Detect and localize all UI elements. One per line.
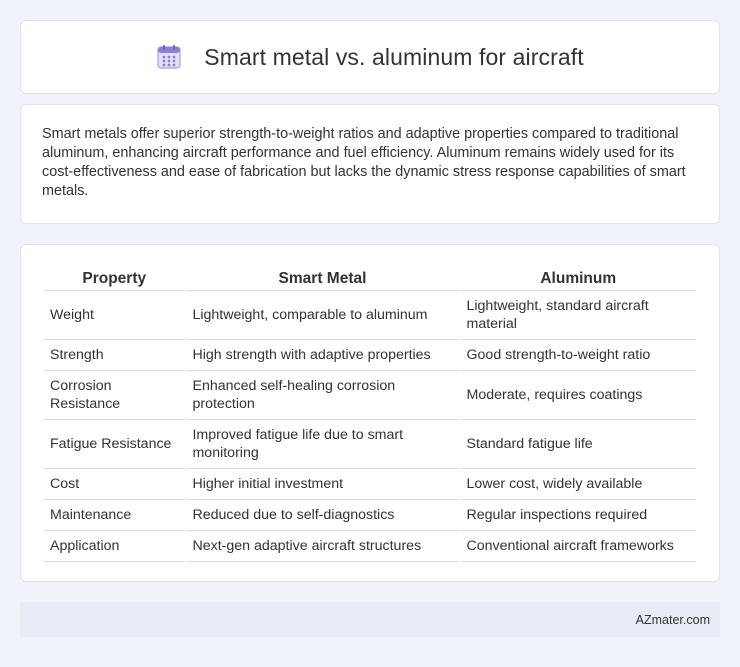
comparison-table: [42, 265, 698, 562]
footer: [20, 602, 720, 637]
cell-property: Weight: [44, 291, 184, 340]
calendar-icon: [156, 44, 182, 70]
summary-card: [20, 104, 720, 224]
cell-smart-metal: Reduced due to self-diagnostics: [186, 500, 458, 531]
cell-aluminum: Lightweight, standard aircraft material: [461, 291, 697, 340]
cell-aluminum: Conventional aircraft frameworks: [461, 531, 697, 562]
summary-text: Smart metals offer superior strength-to-weight ratios and adaptive properties compared to traditional aluminum, enhancing aircraft performance and fuel efficiency. Aluminum remains widely used for its cost-effectiveness and ease of fabrication but lacks the dynamic stress response capabilities of smart metals.: [42, 126, 686, 199]
cell-aluminum: Lower cost, widely available: [461, 469, 697, 500]
table-row: [44, 469, 696, 500]
cell-property: Strength: [44, 340, 184, 371]
header-property: Property: [44, 265, 184, 291]
cell-smart-metal: Lightweight, comparable to aluminum: [186, 291, 458, 340]
cell-aluminum: Moderate, requires coatings: [461, 371, 697, 420]
cell-smart-metal: Next-gen adaptive aircraft structures: [186, 531, 458, 562]
cell-smart-metal: Higher initial investment: [186, 469, 458, 500]
cell-smart-metal: Enhanced self-healing corrosion protection: [186, 371, 458, 420]
table-row: [44, 371, 696, 420]
table-row: [44, 420, 696, 469]
cell-property: Fatigue Resistance: [44, 420, 184, 469]
cell-property: Maintenance: [44, 500, 184, 531]
footer-site-name: AZmater.com: [635, 612, 710, 627]
table-row: [44, 340, 696, 371]
cell-property: Cost: [44, 469, 184, 500]
page-title: Smart metal vs. aluminum for aircraft: [204, 43, 584, 70]
cell-aluminum: Good strength-to-weight ratio: [461, 340, 697, 371]
table-row: [44, 531, 696, 562]
cell-property: Corrosion Resistance: [44, 371, 184, 420]
table-row: [44, 291, 696, 340]
cell-smart-metal: High strength with adaptive properties: [186, 340, 458, 371]
table-header-row: [44, 265, 696, 291]
title-card: [20, 20, 720, 94]
table-row: [44, 500, 696, 531]
comparison-card: [20, 244, 720, 582]
cell-aluminum: Standard fatigue life: [461, 420, 697, 469]
header-aluminum: Aluminum: [461, 265, 697, 291]
cell-aluminum: Regular inspections required: [461, 500, 697, 531]
cell-property: Application: [44, 531, 184, 562]
cell-smart-metal: Improved fatigue life due to smart monitoring: [186, 420, 458, 469]
header-smart-metal: Smart Metal: [186, 265, 458, 291]
